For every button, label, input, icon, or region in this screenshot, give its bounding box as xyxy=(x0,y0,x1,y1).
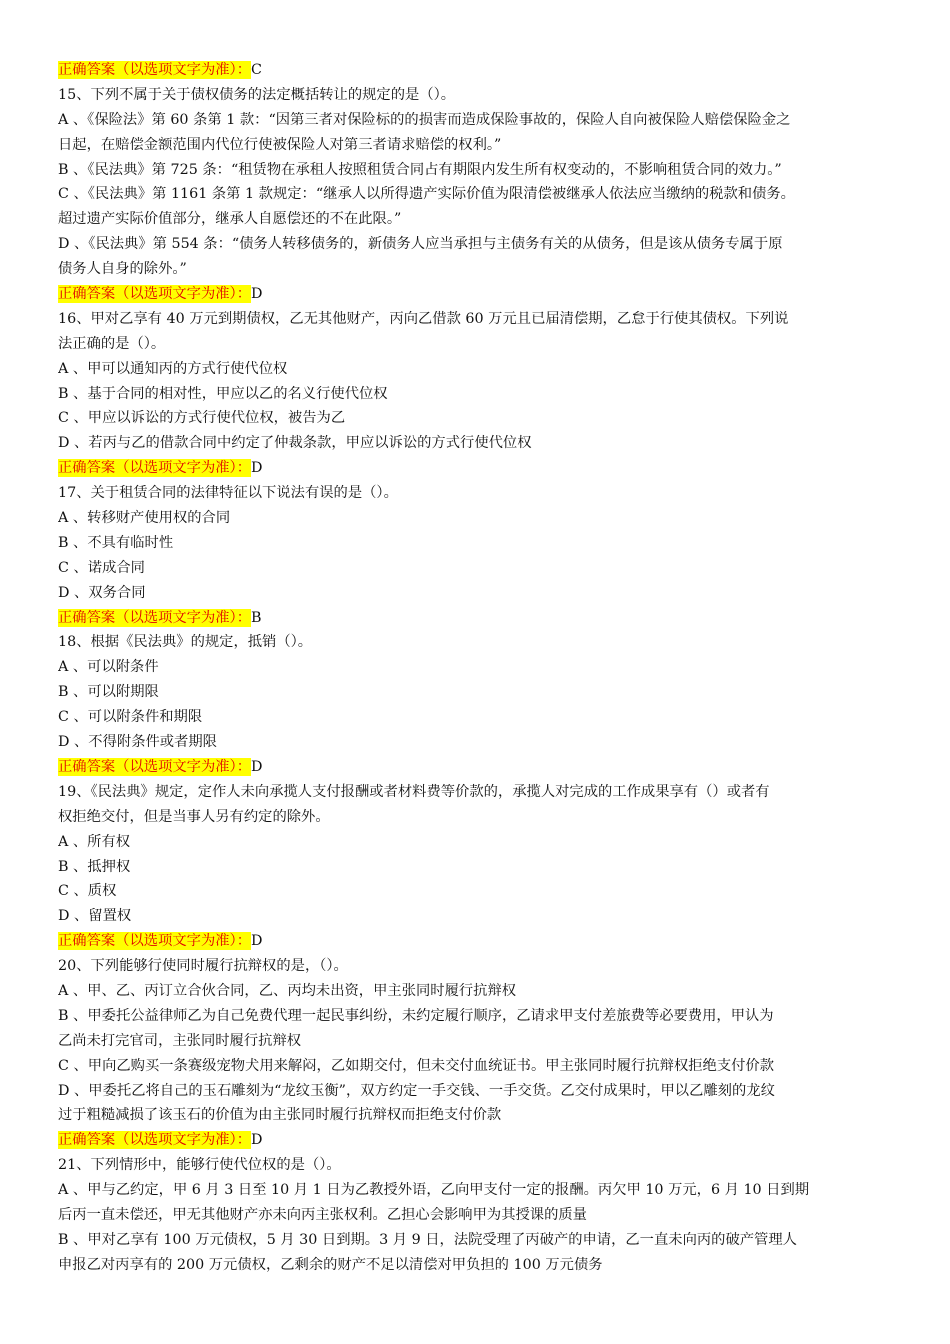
question-20-option-b: B 、甲委托公益律师乙为自己免费代理一起民事纠纷，未约定履行顺序，乙请求甲支付差旅费等必要费用，甲认为 xyxy=(58,1007,774,1024)
answer-label: 正确答案（以选项文字为准）： xyxy=(58,286,252,303)
question-21-option-b-cont: 申报乙对丙享有的 200 万元债权，乙剩余的财产不足以清偿对甲负担的 100 万元债务 xyxy=(58,1256,603,1273)
question-20-option-b-cont: 乙尚未打完官司，主张同时履行抗辩权 xyxy=(58,1032,302,1049)
answer-value: D xyxy=(251,460,263,477)
answer-value: D xyxy=(251,1132,263,1149)
question-18-option-b: B 、可以附期限 xyxy=(58,684,159,701)
answer-label: 正确答案（以选项文字为准）： xyxy=(58,1132,252,1149)
question-18-option-a: A 、可以附条件 xyxy=(58,659,159,676)
answer-line-q16 xyxy=(58,456,894,481)
question-20-stem: 20、下列能够行使同时履行抗辩权的是，（）。 xyxy=(58,958,348,975)
question-19-option-c: C 、质权 xyxy=(58,883,117,900)
question-17-option-d: D 、双务合同 xyxy=(58,584,146,601)
question-21-option-a-cont: 后丙一直未偿还，甲无其他财产亦未向丙主张权利。乙担心会影响甲为其授课的质量 xyxy=(58,1206,587,1223)
question-20-option-d-cont: 过于粗糙减损了该玉石的价值为由主张同时履行抗辩权而拒绝支付价款 xyxy=(58,1107,502,1124)
question-15-option-c: C 、《民法典》第 1161 条第 1 款规定：“继承人以所得遗产实际价值为限清偿被继承人依法应当缴纳的税款和债务。 xyxy=(58,186,795,203)
question-19-stem-cont: 权拒绝交付，但是当事人另有约定的除外。 xyxy=(58,808,330,825)
answer-line-q19 xyxy=(58,929,894,954)
document-page xyxy=(58,58,894,1278)
question-17-option-b: B 、不具有临时性 xyxy=(58,534,174,551)
answer-line-q14 xyxy=(58,58,894,83)
answer-value: D xyxy=(251,758,263,775)
answer-label: 正确答案（以选项文字为准）： xyxy=(58,758,252,775)
question-21-option-a: A 、甲与乙约定，甲 6 月 3 日至 10 月 1 日为乙教授外语，乙向甲支付一定的报酬。丙欠甲 10 万元，6 月 10 日到期 xyxy=(58,1182,810,1199)
question-16-option-a: A 、甲可以通知丙的方式行使代位权 xyxy=(58,360,288,377)
answer-line-q18 xyxy=(58,755,894,780)
answer-value: D xyxy=(251,286,263,303)
question-15-option-b: B 、《民法典》第 725 条：“租赁物在承租人按照租赁合同占有期限内发生所有权变动的，不影响租赁合同的效力。” xyxy=(58,161,782,178)
question-16-stem-cont: 法正确的是（）。 xyxy=(58,335,166,352)
question-16-stem: 16、甲对乙享有 40 万元到期债权，乙无其他财产，丙向乙借款 60 万元且已届清偿期，乙怠于行使其债权。下列说 xyxy=(58,310,789,327)
question-15-option-d: D 、《民法典》第 554 条：“债务人转移债务的，新债务人应当承担与主债务有关的从债务，但是该从债务专属于原 xyxy=(58,236,783,253)
answer-value: B xyxy=(251,609,262,626)
question-17-stem: 17、关于租赁合同的法律特征以下说法有误的是（）。 xyxy=(58,485,398,502)
question-19-option-a: A 、所有权 xyxy=(58,833,131,850)
question-15-option-a: A 、《保险法》第 60 条第 1 款：“因第三者对保险标的的损害而造成保险事故的，保险人自向被保险人赔偿保险金之 xyxy=(58,111,791,128)
answer-value: C xyxy=(251,62,262,78)
question-20-option-d: D 、甲委托乙将自己的玉石雕刻为“龙纹玉衡”，双方约定一手交钱、一手交货。乙交付成果时，甲以乙雕刻的龙纹 xyxy=(58,1082,775,1099)
answer-label: 正确答案（以选项文字为准）： xyxy=(58,609,252,626)
question-19-stem: 19、《民法典》规定，定作人未向承揽人支付报酬或者材料费等价款的，承揽人对完成的工作成果享有（）或者有 xyxy=(58,783,770,800)
question-15-option-d-cont: 债务人自身的除外。” xyxy=(58,261,187,278)
question-20-option-a: A 、甲、乙、丙订立合伙合同，乙、丙均未出资，甲主张同时履行抗辩权 xyxy=(58,982,517,999)
question-18-option-c: C 、可以附条件和期限 xyxy=(58,709,203,726)
question-17-option-a: A 、转移财产使用权的合同 xyxy=(58,510,231,527)
question-19-option-d: D 、留置权 xyxy=(58,908,132,925)
question-18-stem: 18、根据《民法典》的规定，抵销（）。 xyxy=(58,634,313,651)
question-18-option-d: D 、不得附条件或者期限 xyxy=(58,734,217,751)
question-20-option-c: C 、甲向乙购买一条赛级宠物犬用来解闷，乙如期交付，但未交付血统证书。甲主张同时履行抗辩权拒绝支付价款 xyxy=(58,1057,775,1074)
answer-label: 正确答案（以选项文字为准）： xyxy=(58,933,252,950)
answer-label: 正确答案（以选项文字为准）： xyxy=(58,62,252,78)
question-15-option-c-cont: 超过遗产实际价值部分，继承人自愿偿还的不在此限。” xyxy=(58,211,402,228)
question-17-option-c: C 、诺成合同 xyxy=(58,559,145,576)
answer-line-q17 xyxy=(58,606,894,631)
answer-label: 正确答案（以选项文字为准）： xyxy=(58,460,252,477)
answer-value: D xyxy=(251,933,263,950)
question-16-option-d: D 、若丙与乙的借款合同中约定了仲裁条款，甲应以诉讼的方式行使代位权 xyxy=(58,435,532,452)
question-21-option-b: B 、甲对乙享有 100 万元债权，5 月 30 日到期。3 月 9 日，法院受理了丙破产的申请，乙一直未向丙的破产管理人 xyxy=(58,1231,797,1248)
question-16-option-c: C 、甲应以诉讼的方式行使代位权，被告为乙 xyxy=(58,410,346,427)
question-15-stem: 15、下列不属于关于债权债务的法定概括转让的规定的是（）。 xyxy=(58,86,456,103)
question-21-stem: 21、下列情形中，能够行使代位权的是（）。 xyxy=(58,1157,341,1174)
answer-line-q15 xyxy=(58,282,894,307)
answer-line-q20 xyxy=(58,1128,894,1153)
question-15-option-a-cont: 日起，在赔偿金额范围内代位行使被保险人对第三者请求赔偿的权利。” xyxy=(58,136,502,153)
question-19-option-b: B 、抵押权 xyxy=(58,858,131,875)
question-16-option-b: B 、基于合同的相对性，甲应以乙的名义行使代位权 xyxy=(58,385,388,402)
